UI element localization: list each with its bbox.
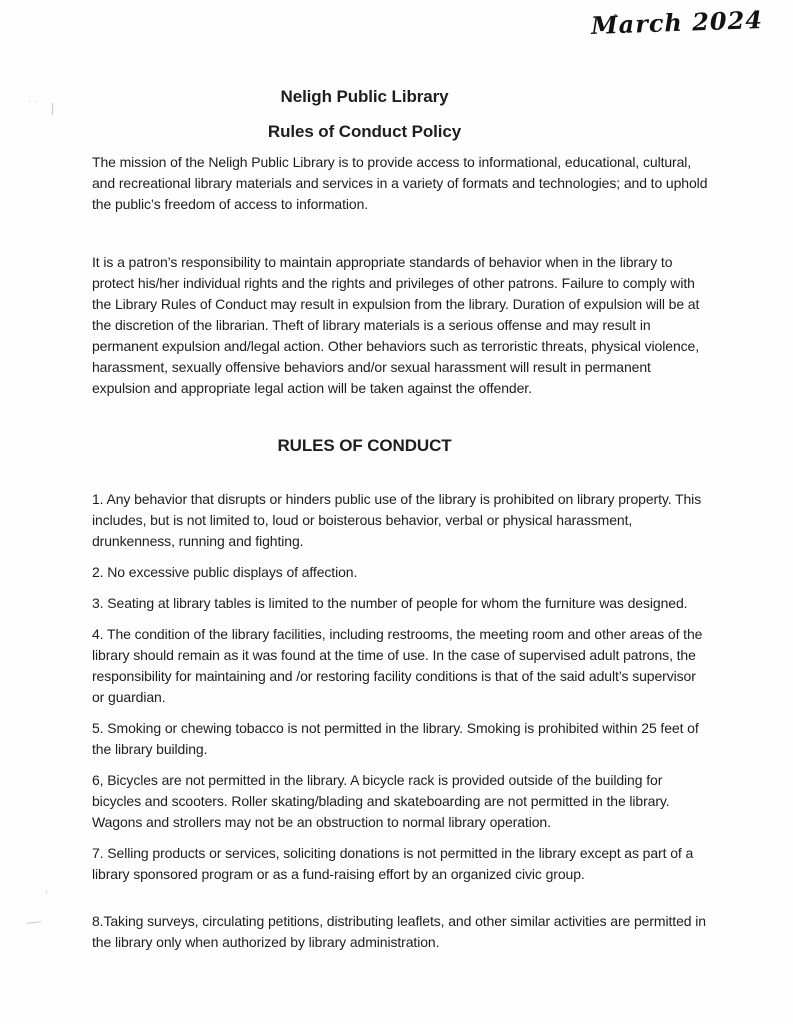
rule-item-2: 2. No excessive public displays of affection. bbox=[92, 564, 358, 580]
document-subtitle: Rules of Conduct Policy bbox=[267, 122, 462, 141]
document-title: Neligh Public Library bbox=[280, 87, 449, 106]
rule-item-8: 8.Taking surveys, circulating petitions, distributing leaflets, and other similar activities are permitted in the library only when authorized by library administration. bbox=[92, 913, 706, 950]
scan-artifact: ’ bbox=[45, 888, 48, 902]
handwritten-date-note: March 2024 bbox=[590, 5, 764, 40]
rules-list bbox=[92, 489, 708, 953]
rule-item-4: 4. The condition of the library facilities, including restrooms, the meeting room and other areas of the library should remain as it was found at the time of use. In the case of supervised adult patrons, the responsibility for maintaining and /or restoring facility conditions is that of the said adult’s supervisor or guardian. bbox=[92, 626, 703, 705]
document-body bbox=[92, 0, 708, 963]
scan-artifact bbox=[27, 921, 41, 923]
rule-item-7: 7. Selling products or services, soliciting donations is not permitted in the library except as part of a library sponsored program or as a fund-raising effort by an organized civic group. bbox=[92, 845, 694, 882]
scan-artifact bbox=[52, 103, 54, 115]
rules-section-heading: RULES OF CONDUCT bbox=[277, 436, 452, 455]
rule-item-5: 5. Smoking or chewing tobacco is not permitted in the library. Smoking is prohibited within 25 feet of the library building. bbox=[92, 720, 699, 757]
scan-artifact: ·· bbox=[28, 96, 41, 107]
responsibility-paragraph: It is a patron’s responsibility to maintain appropriate standards of behavior when in the library to protect his/her individual rights and the rights and privileges of other patrons. Failure to comply with the Library Rules of Conduct may result in expulsion from the library. Duration of expulsion will be at the discretion of the librarian. Theft of library materials is a serious offense and may result in permanent expulsion and/legal action. Other behaviors such as terroristic threats, physical violence, harassment, sexually offensive behaviors and/or sexual harassment will result in permanent expulsion and appropriate legal action will be taken against the offender. bbox=[92, 254, 700, 396]
mission-paragraph: The mission of the Neligh Public Library is to provide access to informational, educational, cultural, and recreational library materials and services in a variety of formats and technologies; and to uphold the public’s freedom of access to information. bbox=[92, 154, 708, 212]
rule-item-3: 3. Seating at library tables is limited to the number of people for whom the furniture was designed. bbox=[92, 595, 688, 611]
rule-item-1: 1. Any behavior that disrupts or hinders public use of the library is prohibited on library property. This includes, but is not limited to, loud or boisterous behavior, verbal or physical harassment, drunkenness, running and fighting. bbox=[92, 491, 702, 549]
rule-item-6: 6, Bicycles are not permitted in the library. A bicycle rack is provided outside of the building for bicycles and scooters. Roller skating/blading and skateboarding are not permitted in the library. Wagons and strollers may not be an obstruction to normal library operation. bbox=[92, 772, 670, 830]
